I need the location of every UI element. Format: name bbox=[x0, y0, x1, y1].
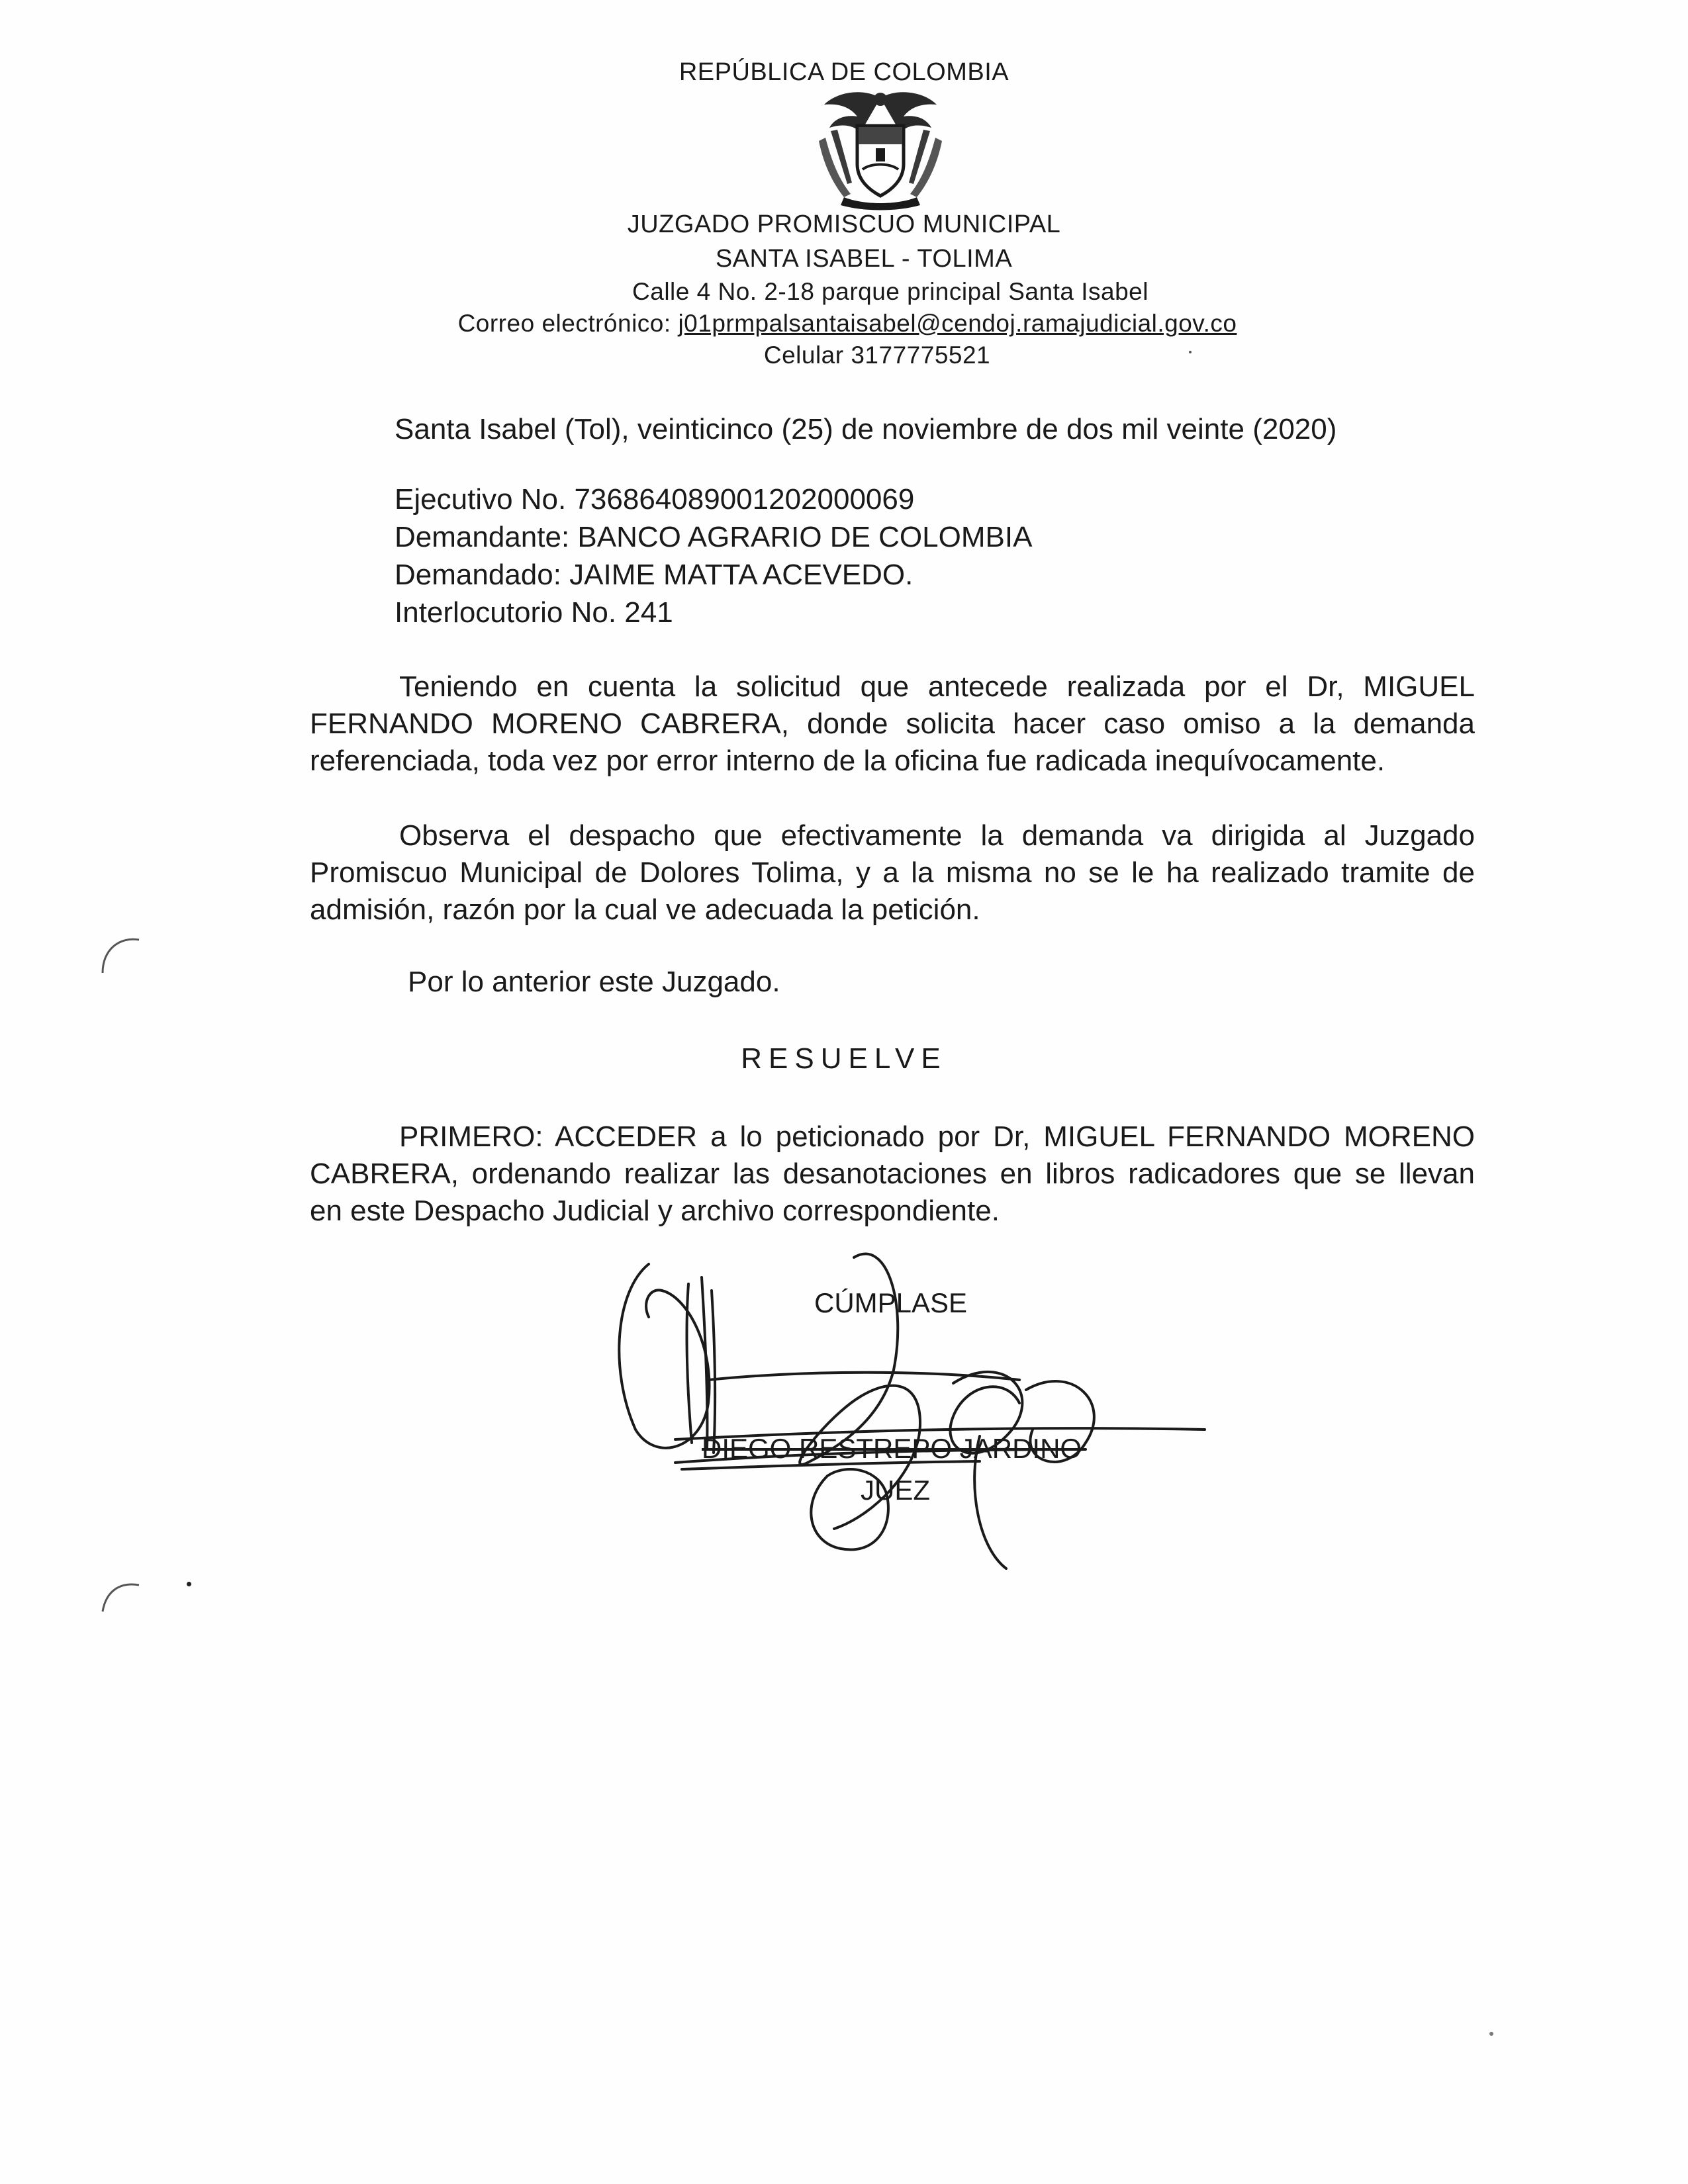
handwritten-signature-icon bbox=[609, 1251, 1244, 1608]
paragraph-line: admisión, razón por la cual ve adecuada la petición. bbox=[310, 893, 980, 926]
court-address: Calle 4 No. 2-18 parque principal Santa Isabel bbox=[632, 278, 1149, 305]
hole-punch-mark-icon bbox=[93, 1575, 146, 1628]
scan-speck bbox=[187, 1582, 191, 1586]
court-name: JUZGADO PROMISCUO MUNICIPAL bbox=[627, 210, 1061, 238]
paragraph-conclusion: Por lo anterior este Juzgado. bbox=[408, 966, 780, 998]
case-defendant: Demandado: JAIME MATTA ACEVEDO. bbox=[395, 559, 914, 591]
paragraph-line: en este Despacho Judicial y archivo correspondiente. bbox=[310, 1195, 1000, 1227]
paragraph-request bbox=[310, 668, 1475, 780]
cumplase-label: CÚMPLASE bbox=[814, 1287, 968, 1318]
country-heading: REPÚBLICA DE COLOMBIA bbox=[679, 58, 1009, 86]
resolution-heading: RESUELVE bbox=[741, 1042, 947, 1075]
paragraph-line: FERNANDO MORENO CABRERA, donde solicita hacer caso omiso a la demanda bbox=[310, 707, 1475, 740]
scan-speck bbox=[1189, 351, 1192, 353]
court-email-link[interactable]: j01prmpalsantaisabel@cendoj.ramajudicial.gov.co bbox=[678, 310, 1237, 337]
judge-name: DIEGO RESTREPO JARDINO bbox=[702, 1433, 1082, 1464]
signature-block bbox=[609, 1251, 1244, 1608]
court-location: SANTA ISABEL - TOLIMA bbox=[715, 245, 1013, 273]
paragraph-observation bbox=[310, 817, 1475, 929]
date-line: Santa Isabel (Tol), veinticinco (25) de noviembre de dos mil veinte (2020) bbox=[395, 413, 1337, 445]
paragraph-line: Teniendo en cuenta la solicitud que antecede realizada por el Dr, MIGUEL bbox=[399, 670, 1475, 703]
coat-of-arms-icon bbox=[811, 85, 950, 210]
paragraph-line: referenciada, toda vez por error interno de la oficina fue radicada inequívocamente. bbox=[310, 745, 1385, 777]
court-email-line bbox=[0, 310, 1688, 338]
paragraph-line: PRIMERO: ACCEDER a lo peticionado por Dr, MIGUEL FERNANDO MORENO bbox=[399, 1120, 1475, 1153]
case-number: Ejecutivo No. 736864089001202000069 bbox=[395, 483, 915, 516]
paragraph-line: Promiscuo Municipal de Dolores Tolima, y a la misma no se le ha realizado tramite de bbox=[310, 856, 1475, 889]
paragraph-line: CABRERA, ordenando realizar las desanotaciones en libros radicadores que se llevan bbox=[310, 1158, 1475, 1190]
scan-speck bbox=[1489, 2032, 1493, 2036]
case-plaintiff: Demandante: BANCO AGRARIO DE COLOMBIA bbox=[395, 521, 1033, 553]
judge-title: JUEZ bbox=[861, 1475, 930, 1506]
case-interlocutory: Interlocutorio No. 241 bbox=[395, 596, 673, 629]
paragraph-resolution bbox=[310, 1118, 1475, 1230]
hole-punch-mark-icon bbox=[93, 933, 146, 986]
court-phone: Celular 3177775521 bbox=[763, 341, 991, 369]
email-label: Correo electrónico: bbox=[457, 310, 679, 337]
paragraph-line: Observa el despacho que efectivamente la demanda va dirigida al Juzgado bbox=[399, 819, 1475, 852]
